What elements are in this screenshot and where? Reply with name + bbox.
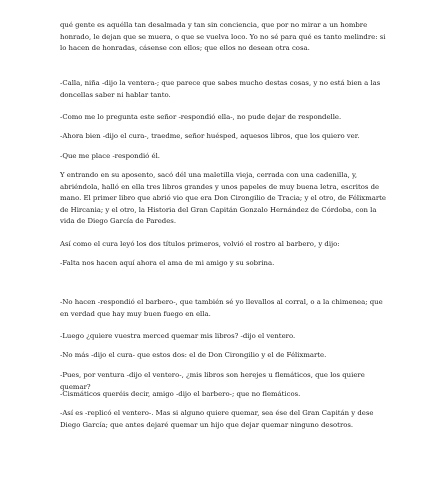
paragraph-4: -Ahora bien -dijo el cura-, traedme, señor huésped, aquesos libros, que los quiero ver. xyxy=(60,132,360,140)
paragraph-6: Y entrando en su aposento, sacó dél una maletilla vieja, cerrada con una cadenilla, y, abriéndola, halló en ella tres libros grandes y unos papeles de muy buena letra, escritos de mano. El primer libro que abrió vio que era Don Cirongilio de Tracia; y el otro, de Félixmarte de Hircania; y el otro, la Historia del Gran Capitán Gonzalo Hernández de Córdoba, con la vida de Diego García de Paredes. xyxy=(60,171,386,225)
paragraph-2: -Calla, niña -dijo la ventera-; que parece que sabes mucho destas cosas, y no está bien a las doncellas saber ni hablar tanto. xyxy=(60,79,381,99)
paragraph-13: -Cismáticos queréis decir, amigo -dijo el barbero-; que no flemáticos. xyxy=(60,390,301,398)
paragraph-9: -No hacen -respondió el barbero-, que también sé yo llevallos al corral, o a la chimenea; que en verdad que hay muy buen fuego en ella. xyxy=(60,298,383,318)
paragraph-8: -Falta nos hacen aquí ahora el ama de mi amigo y su sobrina. xyxy=(60,259,275,267)
paragraph-14: -Así es -replicó el ventero-. Mas si alguno quiere quemar, sea ése del Gran Capitán y dese Diego García; que antes dejaré quemar un hijo que dejar quemar ninguno desotros. xyxy=(60,409,374,429)
paragraph-10: -Luego ¿quiere vuestra merced quemar mis libros? -dijo el ventero. xyxy=(60,332,296,340)
paragraph-1: qué gente es aquélla tan desalmada y tan sin conciencia, que por no mirar a un hombre honrado, le dejan que se muera, o que se vuelva loco. Yo no sé para qué es tanto melindre: si lo hacen de honradas, cásense con ellos; que ellos no desean otra cosa. xyxy=(60,21,386,52)
paragraph-12: -Pues, por ventura -dijo el ventero-, ¿mis libros son herejes u flemáticos, que los quiere quemar? xyxy=(60,371,365,391)
paragraph-5: -Que me place -respondió él. xyxy=(60,152,160,160)
paragraph-7: Así como el cura leyó los dos títulos primeros, volvió el rostro al barbero, y dijo: xyxy=(60,240,340,248)
paragraph-3: -Como me lo pregunta este señor -respondió ella-, no pude dejar de respondelle. xyxy=(60,113,342,121)
paragraph-11: -No más -dijo el cura- que estos dos: el de Don Cirongilio y el de Félixmarte. xyxy=(60,351,327,359)
